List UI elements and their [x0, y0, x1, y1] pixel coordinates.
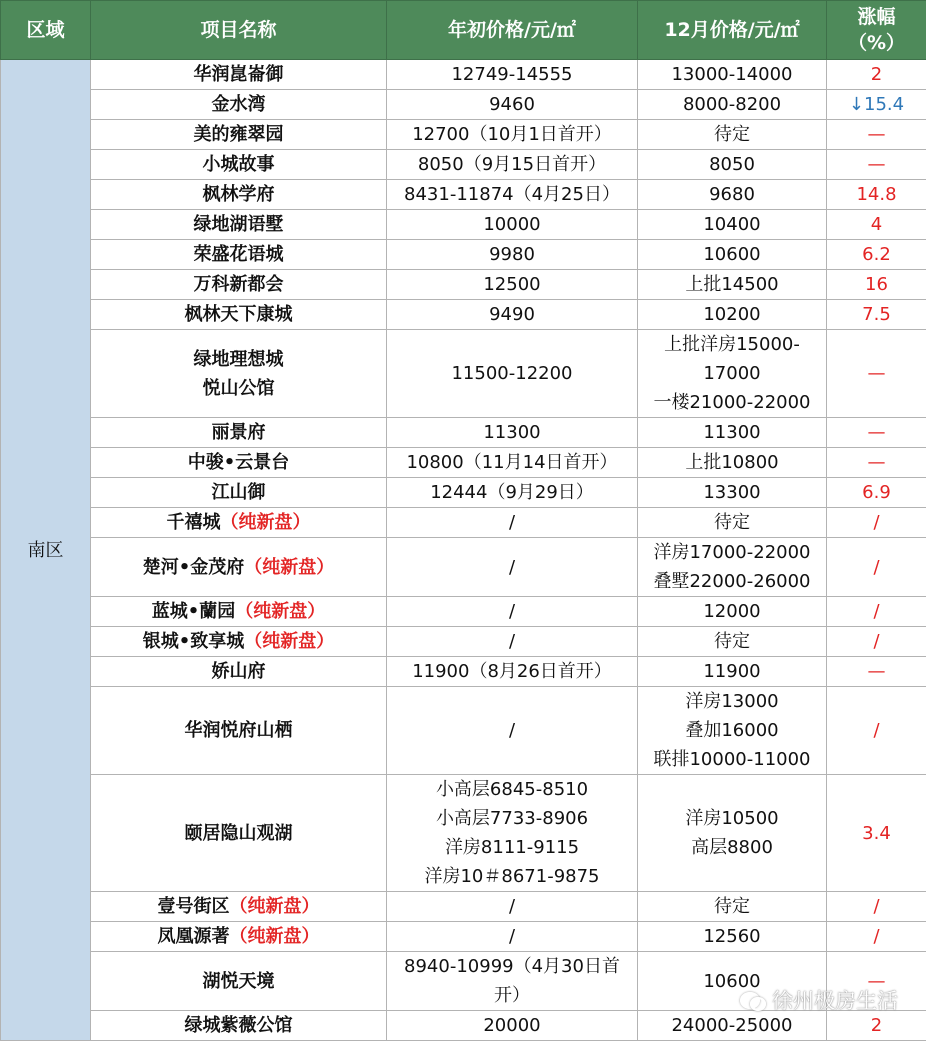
change-cell: 3.4 — [827, 775, 926, 892]
project-name-cell — [91, 538, 387, 597]
start-price-cell: 8050（9月15日首开） — [387, 150, 638, 180]
project-name-cell — [91, 270, 387, 300]
project-name-cell — [91, 418, 387, 448]
dec-price-cell: 8000-8200 — [638, 90, 827, 120]
change-cell: / — [827, 922, 926, 952]
project-name: 绿地理想城 悦山公馆 — [193, 348, 284, 399]
dec-price-cell: 12560 — [638, 922, 827, 952]
start-price-cell: 11300 — [387, 418, 638, 448]
table-row — [1, 90, 926, 120]
table-row — [1, 538, 926, 597]
table-row — [1, 210, 926, 240]
table-row — [1, 892, 926, 922]
table-row — [1, 60, 926, 90]
start-price-cell: 20000 — [387, 1011, 638, 1041]
new-project-tag: （纯新盘） — [229, 896, 320, 917]
change-cell: — — [827, 150, 926, 180]
table-row — [1, 508, 926, 538]
project-name: 江山御 — [211, 482, 266, 503]
table-row — [1, 597, 926, 627]
project-name-cell — [91, 952, 387, 1011]
start-price-cell: 9490 — [387, 300, 638, 330]
dec-price-cell: 洋房13000 叠加16000 联排10000-11000 — [638, 687, 827, 775]
dec-price-cell: 9680 — [638, 180, 827, 210]
start-price-cell: / — [387, 627, 638, 657]
change-cell: ↓15.4 — [827, 90, 926, 120]
change-cell: 7.5 — [827, 300, 926, 330]
table-row — [1, 448, 926, 478]
project-name: 湖悦天境 — [202, 970, 275, 992]
project-name: 小城故事 — [202, 154, 275, 175]
new-project-tag: （纯新盘） — [244, 631, 335, 652]
table-row — [1, 120, 926, 150]
project-name: 绿地湖语墅 — [193, 214, 284, 235]
project-name: 娇山府 — [211, 661, 266, 682]
project-name: 颐居隐山观湖 — [184, 822, 293, 844]
start-price-cell: 小高层6845-8510 小高层7733-8906 洋房8111-9115 洋房10＃8671-9875 — [387, 775, 638, 892]
new-project-tag: （纯新盘） — [235, 601, 326, 622]
dec-price-cell: 13300 — [638, 478, 827, 508]
project-name: 中骏•云景台 — [187, 452, 290, 473]
change-cell: 14.8 — [827, 180, 926, 210]
dec-price-cell: 10400 — [638, 210, 827, 240]
start-price-cell: 9980 — [387, 240, 638, 270]
project-name-cell — [91, 150, 387, 180]
start-price-cell: 10000 — [387, 210, 638, 240]
project-name-cell — [91, 627, 387, 657]
project-name: 千禧城 — [166, 512, 221, 533]
project-name: 绿城紫薇公馆 — [184, 1015, 293, 1036]
table-row — [1, 270, 926, 300]
header-dec-price: 12月价格/元/㎡ — [638, 1, 827, 60]
change-cell: / — [827, 892, 926, 922]
dec-price-cell: 10600 — [638, 240, 827, 270]
project-name-cell — [91, 657, 387, 687]
change-cell: 6.2 — [827, 240, 926, 270]
table-row — [1, 657, 926, 687]
dec-price-cell: 上批洋房15000- 17000 一楼21000-22000 — [638, 330, 827, 418]
project-name-cell — [91, 240, 387, 270]
project-name: 枫林天下康城 — [184, 304, 293, 325]
change-cell: — — [827, 657, 926, 687]
watermark-text: 徐州极房生活 — [772, 989, 898, 1013]
project-name: 华润悦府山栖 — [184, 720, 293, 741]
dec-price-cell: 上批10800 — [638, 448, 827, 478]
project-name: 丽景府 — [211, 422, 266, 443]
dec-price-cell: 10600 — [638, 952, 827, 1011]
start-price-cell: / — [387, 687, 638, 775]
dec-price-cell: 上批14500 — [638, 270, 827, 300]
change-cell: / — [827, 597, 926, 627]
new-project-tag: （纯新盘） — [220, 512, 311, 533]
header-project: 项目名称 — [91, 1, 387, 60]
project-name-cell — [91, 775, 387, 892]
header-change: 涨幅（%） — [827, 1, 926, 60]
project-name-cell — [91, 210, 387, 240]
project-name-cell — [91, 448, 387, 478]
start-price-cell: / — [387, 508, 638, 538]
table-row — [1, 775, 926, 892]
table-row — [1, 418, 926, 448]
project-name: 银城•致享城 — [142, 631, 245, 652]
project-name-cell — [91, 300, 387, 330]
change-cell: / — [827, 538, 926, 597]
watermark — [740, 985, 898, 1015]
dec-price-cell: 10200 — [638, 300, 827, 330]
wechat-icon — [740, 989, 766, 1011]
project-name: 楚河•金茂府 — [142, 556, 245, 578]
dec-price-cell: 8050 — [638, 150, 827, 180]
project-name: 枫林学府 — [202, 184, 275, 205]
change-cell: — — [827, 448, 926, 478]
change-cell: / — [827, 687, 926, 775]
table-row — [1, 150, 926, 180]
change-cell: 4 — [827, 210, 926, 240]
dec-price-cell: 24000-25000 — [638, 1011, 827, 1041]
start-price-cell: 8940-10999（4月30日首 开） — [387, 952, 638, 1011]
dec-price-cell: 洋房17000-22000 叠墅22000-26000 — [638, 538, 827, 597]
start-price-cell: 11900（8月26日首开） — [387, 657, 638, 687]
change-cell: 16 — [827, 270, 926, 300]
project-name: 美的雍翠园 — [193, 124, 284, 145]
start-price-cell: / — [387, 597, 638, 627]
project-name-cell — [91, 687, 387, 775]
start-price-cell: 12444（9月29日） — [387, 478, 638, 508]
dec-price-cell: 洋房10500 高层8800 — [638, 775, 827, 892]
table-row — [1, 627, 926, 657]
change-cell: 6.9 — [827, 478, 926, 508]
table-row — [1, 922, 926, 952]
project-name-cell — [91, 180, 387, 210]
dec-price-cell: 12000 — [638, 597, 827, 627]
project-name-cell — [91, 478, 387, 508]
project-name: 蓝城•蘭园 — [151, 601, 236, 622]
table-row — [1, 687, 926, 775]
header-region: 区域 — [1, 1, 91, 60]
project-name: 荣盛花语城 — [193, 244, 284, 265]
table-row — [1, 478, 926, 508]
project-name-cell — [91, 508, 387, 538]
project-name-cell — [91, 597, 387, 627]
project-name: 万科新都会 — [193, 274, 284, 295]
project-name: 凤凰源著 — [157, 926, 230, 947]
table-row — [1, 300, 926, 330]
region-cell: 南区 — [1, 60, 91, 1041]
table-row — [1, 180, 926, 210]
project-name-cell — [91, 1011, 387, 1041]
dec-price-cell: 待定 — [638, 627, 827, 657]
header-row — [1, 1, 926, 60]
project-name-cell — [91, 892, 387, 922]
table-row — [1, 330, 926, 418]
start-price-cell: 12500 — [387, 270, 638, 300]
project-name-cell — [91, 330, 387, 418]
change-cell: — — [827, 952, 926, 1011]
start-price-cell: 10800（11月14日首开） — [387, 448, 638, 478]
project-name-cell — [91, 120, 387, 150]
project-name: 壹号街区 — [157, 896, 230, 917]
project-name-cell — [91, 60, 387, 90]
dec-price-cell: 13000-14000 — [638, 60, 827, 90]
start-price-cell: 12749-14555 — [387, 60, 638, 90]
start-price-cell: 11500-12200 — [387, 330, 638, 418]
dec-price-cell: 待定 — [638, 120, 827, 150]
new-project-tag: （纯新盘） — [244, 556, 335, 578]
start-price-cell: 12700（10月1日首开） — [387, 120, 638, 150]
dec-price-cell: 11900 — [638, 657, 827, 687]
header-start-price: 年初价格/元/㎡ — [387, 1, 638, 60]
dec-price-cell: 11300 — [638, 418, 827, 448]
change-cell: — — [827, 330, 926, 418]
project-name-cell — [91, 922, 387, 952]
project-name-cell — [91, 90, 387, 120]
change-cell: / — [827, 627, 926, 657]
change-cell: / — [827, 508, 926, 538]
dec-price-cell: 待定 — [638, 892, 827, 922]
change-cell: 2 — [827, 1011, 926, 1041]
change-cell: 2 — [827, 60, 926, 90]
project-name: 金水湾 — [211, 94, 266, 115]
start-price-cell: 9460 — [387, 90, 638, 120]
start-price-cell: 8431-11874（4月25日） — [387, 180, 638, 210]
dec-price-cell: 待定 — [638, 508, 827, 538]
change-cell: — — [827, 120, 926, 150]
change-cell: — — [827, 418, 926, 448]
table-row — [1, 240, 926, 270]
project-name: 华润崑崙御 — [193, 64, 284, 85]
table-row — [1, 1011, 926, 1041]
new-project-tag: （纯新盘） — [229, 926, 320, 947]
start-price-cell: / — [387, 922, 638, 952]
start-price-cell: / — [387, 538, 638, 597]
start-price-cell: / — [387, 892, 638, 922]
